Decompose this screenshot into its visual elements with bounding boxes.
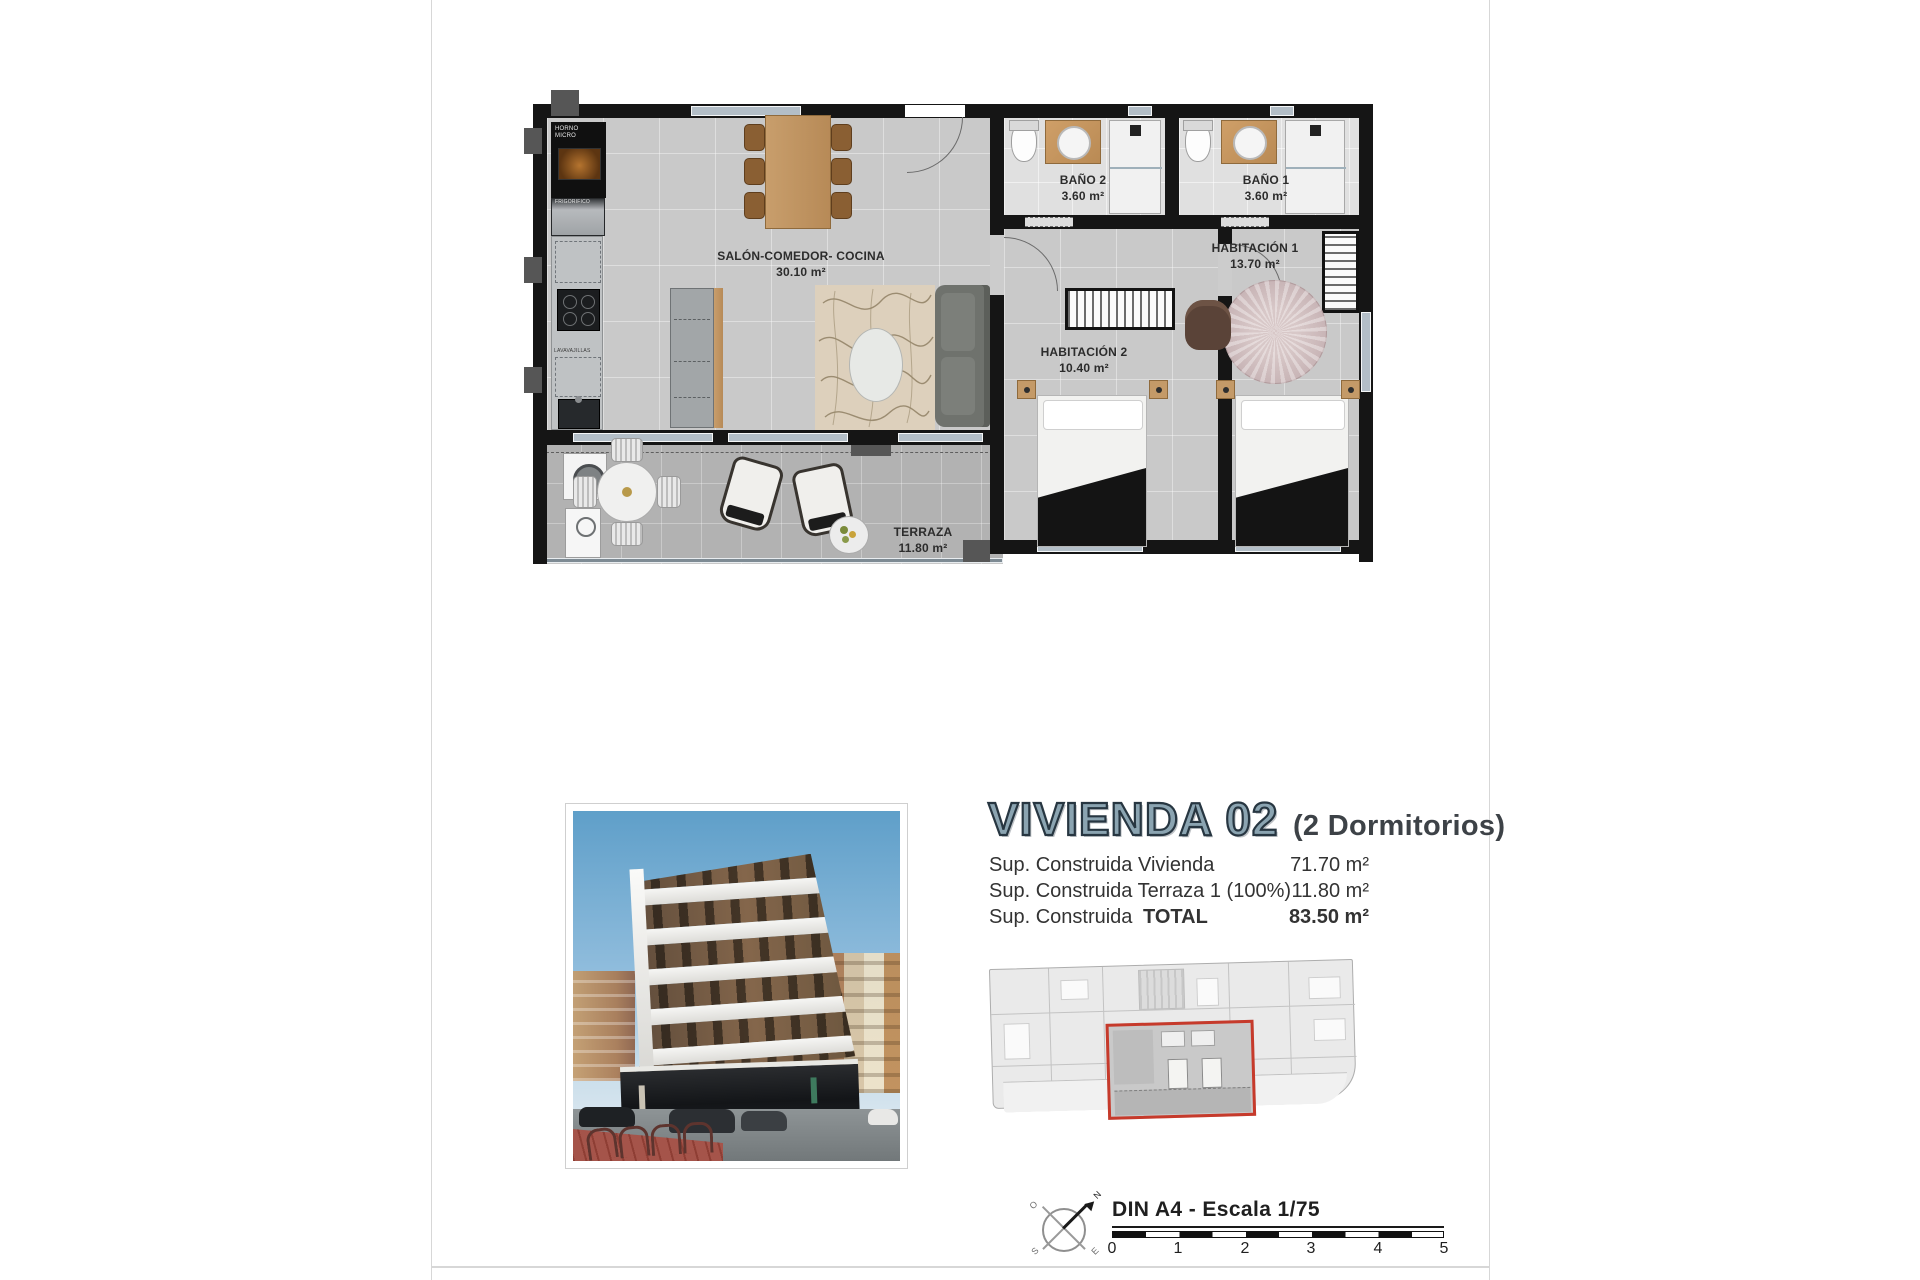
scale-label: DIN A4 - Escala 1/75 [1112, 1198, 1320, 1221]
area-value: 11.80 m² [1291, 880, 1369, 902]
window-terrace [728, 433, 848, 442]
unit-title: VIVIENDA 02 [988, 793, 1279, 845]
sideboard-line [674, 361, 710, 362]
burner [563, 312, 577, 326]
shower-head-icon [1310, 125, 1321, 136]
room-label-bedroom1: HABITACIÓN 1 13.70 m² [1211, 241, 1299, 272]
key-highlight-unit [1106, 1020, 1257, 1120]
terrace-chair [657, 476, 681, 508]
armchair [1185, 300, 1231, 350]
plant [840, 526, 848, 534]
room-label-bath2: BAÑO 2 3.60 m² [1059, 173, 1107, 204]
window [1128, 106, 1152, 116]
scale-underline [1112, 1226, 1444, 1228]
scale-tick: 3 [1306, 1240, 1316, 1257]
sink-icon [1233, 126, 1267, 160]
dining-chair [831, 124, 852, 151]
area-row [989, 878, 1369, 904]
terrace-chair [573, 476, 597, 508]
car [579, 1107, 635, 1127]
dining-chair [744, 158, 765, 185]
compass-o: O [1027, 1198, 1040, 1212]
area-value: 71.70 m² [1290, 854, 1369, 876]
wall-salon-bed2 [990, 295, 1004, 554]
sofa-cushion [941, 357, 975, 415]
background-buildings-balconies [573, 971, 635, 1081]
fridge [551, 198, 605, 236]
key-bed [1308, 976, 1341, 999]
nightstand [1341, 380, 1360, 399]
toilet-tank [1009, 120, 1039, 131]
area-label: Sup. Construida Terraza 1 (100%) [989, 880, 1292, 902]
plant [842, 536, 849, 543]
bath2-door [1025, 217, 1073, 227]
cabinet [555, 241, 601, 283]
sofa [935, 285, 990, 427]
oven-microwave [558, 148, 601, 180]
kitchen-counter [551, 236, 603, 430]
terrace-table [597, 462, 657, 522]
pillar [551, 90, 579, 116]
fridge-label: FRIGORIFICO [555, 199, 590, 205]
kitchen-sink [558, 399, 600, 429]
window [1361, 312, 1371, 392]
sink-icon [1057, 126, 1091, 160]
key-unit-terrace [1114, 1087, 1251, 1116]
areas-table [989, 852, 1369, 930]
room-label-bath1: BAÑO 1 3.60 m² [1242, 173, 1290, 204]
car [868, 1109, 898, 1125]
bed-pillow [1241, 400, 1345, 430]
bed-pillow [1043, 400, 1143, 430]
wardrobe [1065, 288, 1175, 330]
dining-chair [831, 158, 852, 185]
key-bed [1003, 1023, 1030, 1060]
plant [849, 531, 856, 538]
shower [1109, 120, 1161, 214]
scale-tick: 5 [1439, 1240, 1449, 1257]
sofa-cushion [941, 293, 975, 351]
dining-chair [744, 192, 765, 219]
main-building [624, 852, 857, 1085]
round-rug [1223, 280, 1327, 384]
wall-salon-bath [990, 118, 1004, 235]
area-row-total [989, 904, 1369, 930]
page-bottom-edge [431, 1266, 1490, 1268]
room-label-living: SALÓN-COMEDOR- COCINA 30.10 m² [717, 249, 885, 280]
dishwasher [555, 357, 601, 397]
toilet-tank [1183, 120, 1213, 131]
dining-chair [744, 124, 765, 151]
pillar [963, 540, 990, 562]
dishwasher-label: LAVAVAJILLAS [554, 348, 591, 354]
compass-n: N [1091, 1189, 1104, 1201]
compass [1027, 1189, 1104, 1258]
area-row [989, 852, 1369, 878]
shower [1285, 120, 1345, 214]
terrace-table-center [622, 487, 632, 497]
burner [581, 295, 595, 309]
key-unit-bath [1161, 1031, 1185, 1048]
coffee-table [849, 328, 903, 402]
entry-door-gap [905, 105, 965, 117]
window [1270, 106, 1294, 116]
area-label: Sup. Construida Vivienda [989, 854, 1215, 876]
shower-head-icon [1130, 125, 1141, 136]
compass-arrowhead [1084, 1198, 1097, 1211]
building-photo [565, 803, 908, 1169]
floor-plan [533, 100, 1373, 574]
scale-bar [1112, 1231, 1444, 1238]
page-right-edge [1489, 0, 1490, 1280]
page-left-edge [431, 0, 432, 1280]
bath1-door [1221, 217, 1269, 227]
nightstand [1017, 380, 1036, 399]
boiler [565, 508, 601, 558]
bike-rack [650, 1123, 682, 1156]
photo-canvas [573, 811, 900, 1161]
burner [563, 295, 577, 309]
kitchen-tall-units [551, 122, 606, 198]
car [741, 1111, 787, 1131]
nightstand [1149, 380, 1168, 399]
terrace-chair [611, 522, 643, 546]
unit-subtitle: (2 Dormitorios) [1292, 810, 1506, 842]
area-value-total: 83.50 m² [1288, 906, 1369, 928]
scale-tick: 4 [1373, 1240, 1383, 1257]
key-bed [1060, 979, 1089, 1000]
sideboard-line [674, 397, 710, 398]
pillar [524, 367, 542, 393]
person [810, 1077, 817, 1103]
wardrobe [1322, 231, 1359, 313]
terrace-chair [611, 438, 643, 462]
room-label-bedroom2: HABITACIÓN 2 10.40 m² [1040, 345, 1128, 376]
sideboard-line [674, 319, 710, 320]
bike-rack [682, 1121, 713, 1153]
bike-rack [585, 1126, 619, 1161]
terrace-railing [541, 558, 1003, 563]
scale-tick: 2 [1240, 1240, 1250, 1257]
scale-tick: 1 [1173, 1240, 1183, 1257]
terrace-side-table [829, 516, 869, 554]
bike-rack [617, 1125, 650, 1159]
key-bed [1313, 1018, 1346, 1041]
hall-door-gap [990, 235, 1004, 295]
sideboard [670, 288, 714, 428]
hob [557, 289, 600, 331]
sideboard-wood-edge [714, 288, 723, 428]
key-unit-bed [1168, 1059, 1189, 1090]
person [639, 1085, 646, 1109]
faucet [575, 396, 582, 403]
key-stair-core [1138, 969, 1185, 1010]
pillar [524, 257, 542, 283]
key-plan [989, 955, 1357, 1125]
compass-e: E [1089, 1245, 1101, 1257]
shower-glass [1110, 167, 1162, 169]
boiler-dial [576, 517, 596, 537]
key-unit-bath [1191, 1030, 1215, 1047]
scale-tick: 0 [1107, 1240, 1117, 1257]
bed [1037, 395, 1147, 547]
window-terrace [898, 433, 983, 442]
compass-s: S [1029, 1245, 1041, 1257]
unit-header [988, 792, 1506, 846]
nightstand [1216, 380, 1235, 399]
dining-chair [831, 192, 852, 219]
wall-between-baths [1165, 104, 1179, 229]
key-bed [1196, 978, 1219, 1007]
oven-label: HORNO MICRO [555, 126, 579, 139]
burner [581, 312, 595, 326]
bed [1235, 395, 1349, 547]
round-rug-texture [1223, 280, 1327, 384]
compass-circle [1042, 1208, 1086, 1252]
area-label-total: Sup. Construida TOTAL [989, 906, 1208, 928]
pillar [524, 128, 542, 154]
window-terrace [573, 433, 713, 442]
room-label-terrace: TERRAZA 11.80 m² [893, 525, 953, 556]
wall-left-terrace [533, 445, 547, 564]
key-unit-living [1113, 1030, 1154, 1085]
dining-table [765, 115, 831, 229]
key-unit-bed [1202, 1058, 1223, 1089]
shower-glass [1286, 167, 1346, 169]
scale-ticks [1107, 1240, 1452, 1260]
bed-throw [1236, 468, 1348, 546]
bed-throw [1038, 468, 1146, 546]
